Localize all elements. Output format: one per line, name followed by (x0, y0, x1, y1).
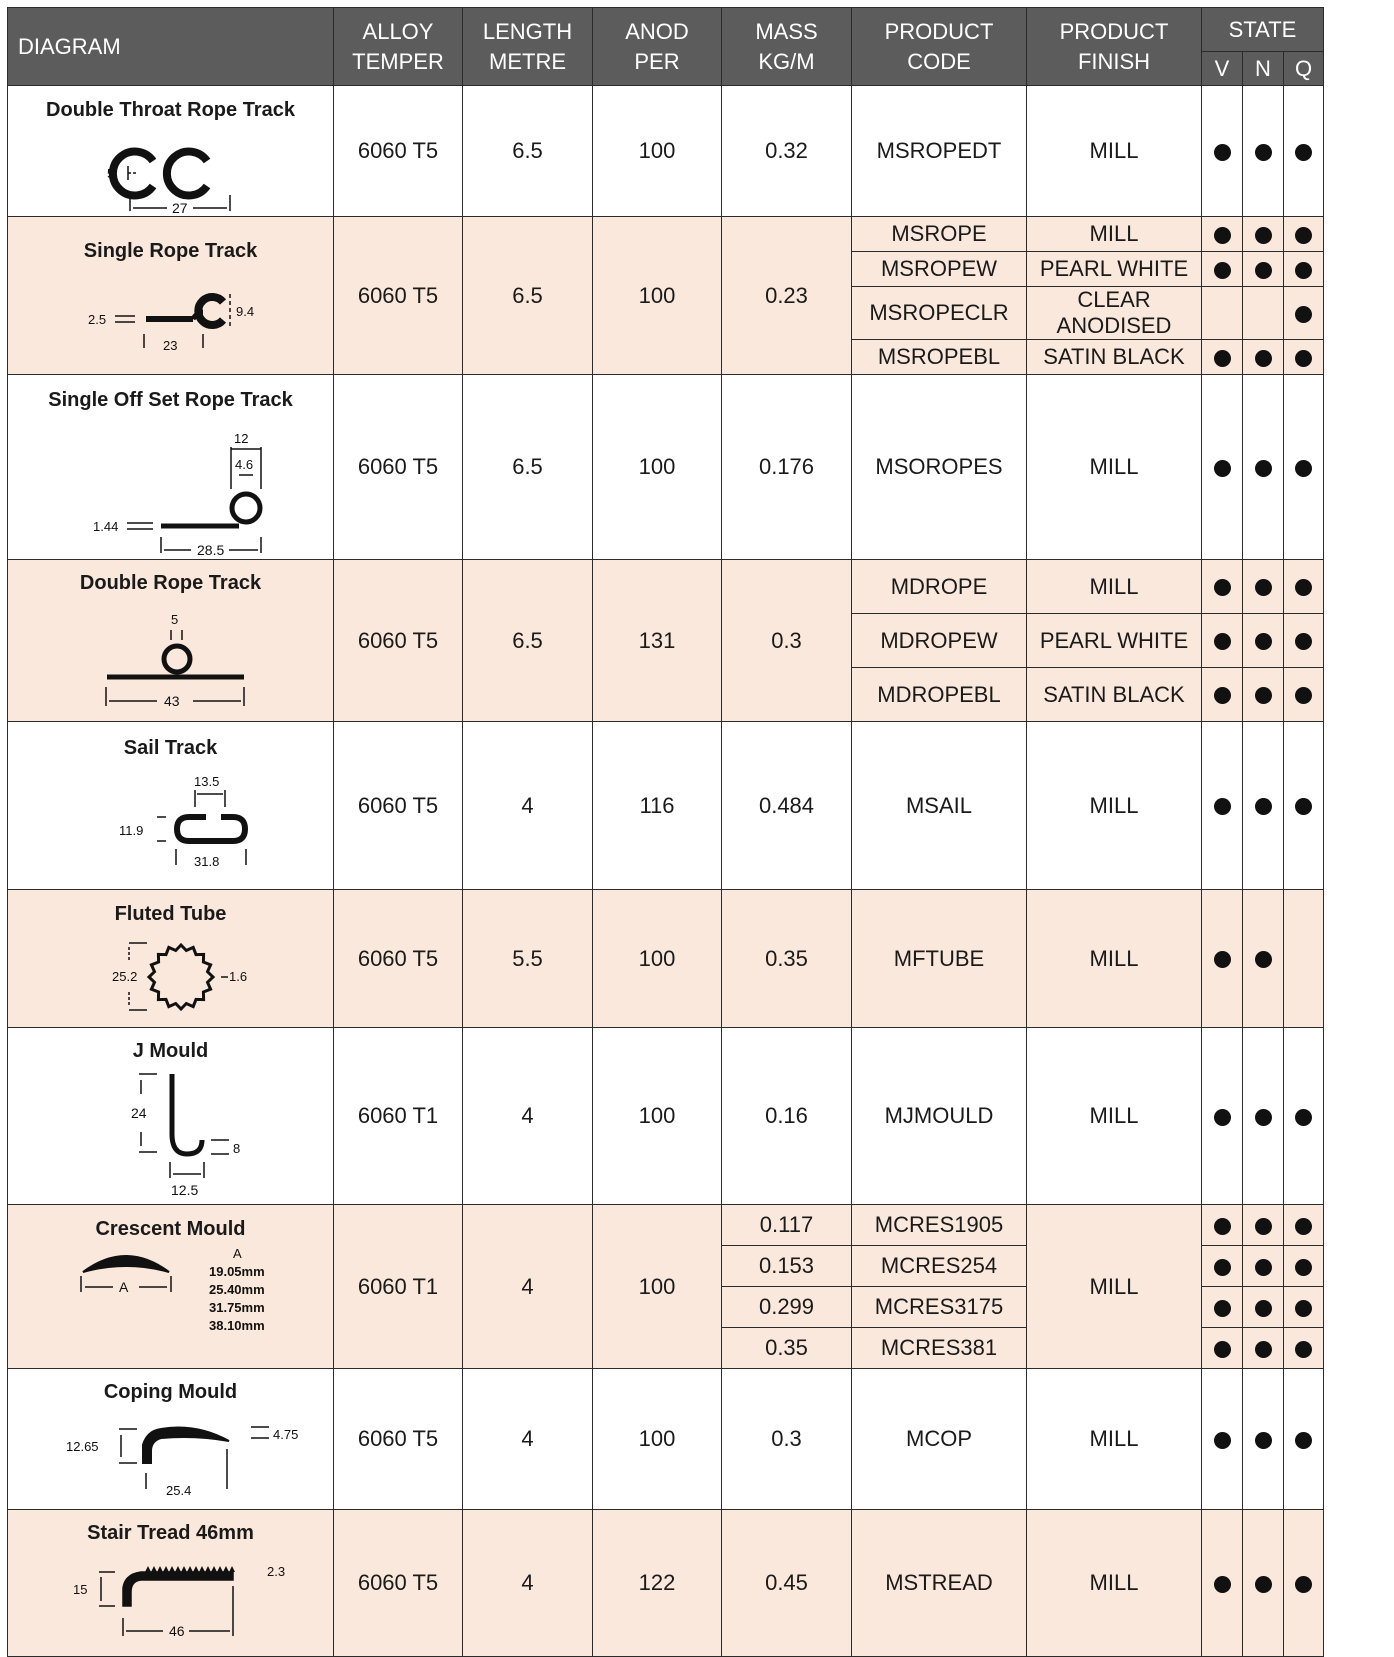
product-table (7, 7, 1324, 1657)
finish-cell: MILL (1027, 86, 1202, 217)
finish-cell: MILL (1027, 722, 1202, 890)
table-row (8, 1369, 1324, 1510)
alloy-cell: 6060 T5 (334, 1369, 463, 1510)
state-v-cell (1202, 1328, 1243, 1369)
state-q-cell (1284, 668, 1324, 722)
state-dot (1255, 798, 1272, 815)
diagram-title: Crescent Mould (95, 1218, 246, 1240)
fluted-tube-diagram (11, 925, 331, 1025)
state-v-cell (1202, 722, 1243, 890)
sail-track-diagram (11, 759, 331, 884)
finish-cell: MILL (1027, 1369, 1202, 1510)
dim-label: 1.44 (92, 518, 118, 534)
mass-cell: 0.299 (722, 1287, 852, 1328)
dim-label: A (118, 1279, 128, 1295)
length-cell: 4 (463, 1028, 593, 1205)
state-dot (1295, 227, 1312, 244)
state-q-cell (1284, 560, 1324, 614)
dim-label: 31.75mm (208, 1300, 265, 1315)
table-row (8, 86, 1324, 217)
diagram-cell (8, 217, 334, 375)
state-dot (1255, 262, 1272, 279)
state-n-cell (1243, 287, 1284, 340)
state-n-cell (1243, 375, 1284, 560)
state-q-cell (1284, 86, 1324, 217)
finish-cell: SATIN BLACK (1027, 340, 1202, 375)
state-dot (1214, 1218, 1231, 1235)
length-cell: 6.5 (463, 217, 593, 375)
alloy-cell: 6060 T5 (334, 217, 463, 375)
dim-label: 15 (72, 1582, 87, 1597)
dim-label: 4.75 (272, 1426, 298, 1442)
state-n-cell (1243, 86, 1284, 217)
state-dot (1214, 798, 1231, 815)
finish-cell: MILL (1027, 890, 1202, 1028)
dim-label: 38.10mm (208, 1318, 265, 1333)
code-cell: MSROPECLR (852, 287, 1027, 340)
state-v-cell (1202, 1287, 1243, 1328)
state-dot (1295, 1259, 1312, 1276)
table-row (8, 375, 1324, 560)
header-anod: ANOD PER (593, 8, 722, 86)
state-v-cell (1202, 1510, 1243, 1657)
state-dot (1214, 1341, 1231, 1358)
length-cell: 6.5 (463, 375, 593, 560)
code-cell: MDROPE (852, 560, 1027, 614)
code-cell: MSTREAD (852, 1510, 1027, 1657)
state-v-cell (1202, 668, 1243, 722)
dim-label: 31.8 (193, 854, 219, 869)
double-rope-track-diagram (11, 594, 331, 719)
state-dot (1295, 579, 1312, 596)
table-row (8, 1028, 1324, 1205)
dim-label: 12.5 (170, 1182, 198, 1198)
mass-cell: 0.3 (722, 560, 852, 722)
alloy-cell: 6060 T1 (334, 1028, 463, 1205)
diagram-title: Coping Mould (103, 1380, 238, 1403)
state-q-cell (1284, 217, 1324, 252)
state-dot (1214, 1576, 1231, 1593)
state-v-cell (1202, 287, 1243, 340)
diagram-title: Fluted Tube (114, 902, 227, 925)
anod-cell: 100 (593, 890, 722, 1028)
state-dot (1214, 350, 1231, 367)
code-cell: MCRES1905 (852, 1205, 1027, 1246)
header-product-finish: PRODUCT FINISH (1027, 8, 1202, 86)
diagram-cell (8, 1205, 334, 1369)
table-row (8, 722, 1324, 890)
state-v-cell (1202, 1028, 1243, 1205)
state-dot (1295, 460, 1312, 477)
alloy-cell: 6060 T5 (334, 560, 463, 722)
finish-cell: CLEAR ANODISED (1027, 287, 1202, 340)
anod-cell: 100 (593, 86, 722, 217)
code-cell: MSROPEDT (852, 86, 1027, 217)
state-dot (1255, 144, 1272, 161)
state-dot (1295, 1576, 1312, 1593)
anod-cell: 100 (593, 1205, 722, 1369)
length-cell: 6.5 (463, 560, 593, 722)
state-dot (1255, 1341, 1272, 1358)
state-dot (1295, 798, 1312, 815)
dim-label: 12.65 (65, 1438, 99, 1454)
finish-cell: MILL (1027, 560, 1202, 614)
code-cell: MCRES3175 (852, 1287, 1027, 1328)
mass-cell: 0.484 (722, 722, 852, 890)
state-dot (1255, 579, 1272, 596)
finish-cell: MILL (1027, 1028, 1202, 1205)
table-row (8, 1205, 1324, 1246)
diagram-cell (8, 890, 334, 1028)
code-cell: MSOROPES (852, 375, 1027, 560)
state-dot (1255, 1259, 1272, 1276)
length-cell: 4 (463, 722, 593, 890)
finish-cell: MILL (1027, 1510, 1202, 1657)
anod-cell: 100 (593, 1028, 722, 1205)
single-off-set-rope-track-diagram (11, 411, 331, 556)
tread-ridges (145, 1566, 235, 1572)
anod-cell: 131 (593, 560, 722, 722)
state-dot (1214, 951, 1231, 968)
code-cell: MCOP (852, 1369, 1027, 1510)
code-cell: MDROPEW (852, 614, 1027, 668)
state-v-cell (1202, 217, 1243, 252)
table-row (8, 217, 1324, 252)
alloy-cell: 6060 T5 (334, 375, 463, 560)
state-q-cell (1284, 722, 1324, 890)
alloy-cell: 6060 T5 (334, 86, 463, 217)
alloy-cell: 6060 T5 (334, 1510, 463, 1657)
diagram-title: Double Rope Track (79, 572, 262, 594)
anod-cell: 100 (593, 217, 722, 375)
dim-label: 11.9 (118, 823, 143, 838)
state-n-cell (1243, 340, 1284, 375)
diagram-title: Stair Tread 46mm (87, 1522, 254, 1544)
state-dot (1214, 1300, 1231, 1317)
state-q-cell (1284, 614, 1324, 668)
state-dot (1295, 306, 1312, 323)
dim-label: 24 (130, 1105, 147, 1121)
finish-cell: SATIN BLACK (1027, 668, 1202, 722)
diagram-title: Single Rope Track (83, 239, 258, 262)
state-v-cell (1202, 340, 1243, 375)
header-state-q: Q (1284, 52, 1324, 86)
state-dot (1214, 1109, 1231, 1126)
mass-cell: 0.45 (722, 1510, 852, 1657)
mass-cell: 0.32 (722, 86, 852, 217)
dim-label: 2.5 (87, 311, 106, 327)
state-dot (1295, 144, 1312, 161)
dim-label: 2.3 (266, 1564, 285, 1579)
diagram-cell (8, 722, 334, 890)
length-cell: 5.5 (463, 890, 593, 1028)
state-v-cell (1202, 1369, 1243, 1510)
finish-cell: MILL (1027, 375, 1202, 560)
dim-label: 43 (163, 693, 180, 709)
code-cell: MSROPE (852, 217, 1027, 252)
mass-cell: 0.176 (722, 375, 852, 560)
state-dot (1255, 1109, 1272, 1126)
header-state-n: N (1243, 52, 1284, 86)
mass-cell: 0.35 (722, 1328, 852, 1369)
header-diagram: DIAGRAM (8, 8, 334, 86)
state-dot (1214, 1259, 1231, 1276)
diagram-cell (8, 86, 334, 217)
state-n-cell (1243, 560, 1284, 614)
state-dot (1214, 262, 1231, 279)
state-q-cell (1284, 890, 1324, 1028)
state-n-cell (1243, 217, 1284, 252)
diagram-cell (8, 1510, 334, 1657)
anod-cell: 100 (593, 375, 722, 560)
state-dot (1255, 350, 1272, 367)
mass-cell: 0.153 (722, 1246, 852, 1287)
header-mass: MASS KG/M (722, 8, 852, 86)
state-dot (1214, 227, 1231, 244)
state-dot (1214, 460, 1231, 477)
diagram-title: J Mould (132, 1040, 209, 1062)
state-n-cell (1243, 252, 1284, 287)
state-dot (1255, 1218, 1272, 1235)
table-row (8, 1510, 1324, 1657)
finish-cell: PEARL WHITE (1027, 252, 1202, 287)
state-n-cell (1243, 1287, 1284, 1328)
state-dot (1295, 1109, 1312, 1126)
state-dot (1295, 633, 1312, 650)
dim-label: 5 (170, 612, 178, 627)
state-n-cell (1243, 1328, 1284, 1369)
state-dot (1295, 350, 1312, 367)
state-v-cell (1202, 560, 1243, 614)
length-cell: 4 (463, 1510, 593, 1657)
state-n-cell (1243, 722, 1284, 890)
code-cell: MSROPEW (852, 252, 1027, 287)
state-n-cell (1243, 1369, 1284, 1510)
dim-label: 8 (232, 1141, 240, 1156)
mass-cell: 0.23 (722, 217, 852, 375)
state-dot (1255, 460, 1272, 477)
code-cell: MJMOULD (852, 1028, 1027, 1205)
code-cell: MDROPEBL (852, 668, 1027, 722)
state-q-cell (1284, 1510, 1324, 1657)
dim-label: 19.05mm (208, 1264, 265, 1279)
header-state: STATE (1202, 8, 1324, 52)
state-dot (1295, 1341, 1312, 1358)
dim-label: 27 (171, 200, 188, 213)
header-length: LENGTH METRE (463, 8, 593, 86)
alloy-cell: 6060 T1 (334, 1205, 463, 1369)
state-dot (1255, 687, 1272, 704)
state-dot (1295, 1432, 1312, 1449)
double-throat-rope-track-diagram (11, 121, 331, 213)
code-cell: MCRES254 (852, 1246, 1027, 1287)
code-cell: MFTUBE (852, 890, 1027, 1028)
j-mould-diagram (11, 1062, 331, 1202)
finish-cell: MILL (1027, 217, 1202, 252)
dim-label: 4.6 (234, 456, 253, 472)
dim-label: 13.5 (193, 774, 219, 789)
state-v-cell (1202, 614, 1243, 668)
header-product-code: PRODUCT CODE (852, 8, 1027, 86)
state-v-cell (1202, 375, 1243, 560)
diagram-title: Sail Track (123, 737, 218, 759)
coping-mould-diagram (11, 1403, 331, 1508)
state-n-cell (1243, 1246, 1284, 1287)
state-dot (1295, 1300, 1312, 1317)
mass-cell: 0.117 (722, 1205, 852, 1246)
dim-label: 25.40mm (208, 1282, 265, 1297)
state-q-cell (1284, 1205, 1324, 1246)
diagram-cell (8, 560, 334, 722)
state-n-cell (1243, 614, 1284, 668)
state-dot (1214, 144, 1231, 161)
state-dot (1295, 1218, 1312, 1235)
dim-label: 5 (106, 166, 114, 181)
alloy-cell: 6060 T5 (334, 890, 463, 1028)
state-q-cell (1284, 375, 1324, 560)
dim-label: A (232, 1246, 242, 1261)
state-dot (1255, 1300, 1272, 1317)
mass-cell: 0.16 (722, 1028, 852, 1205)
dim-label: 1.6 (228, 968, 247, 984)
length-cell: 4 (463, 1369, 593, 1510)
diagram-title: Double Throat Rope Track (46, 99, 295, 121)
dim-label: 28.5 (196, 541, 224, 556)
state-v-cell (1202, 1205, 1243, 1246)
stair-tread-diagram (11, 1544, 331, 1654)
header-state-v: V (1202, 52, 1243, 86)
state-n-cell (1243, 1510, 1284, 1657)
crescent-mould-diagram (11, 1240, 331, 1365)
length-cell: 4 (463, 1205, 593, 1369)
mass-cell: 0.35 (722, 890, 852, 1028)
dim-label: 12 (233, 430, 248, 446)
state-dot (1255, 951, 1272, 968)
state-dot (1255, 227, 1272, 244)
diagram-cell (8, 1369, 334, 1510)
dim-label: 9.4 (235, 303, 254, 319)
diagram-cell (8, 1028, 334, 1205)
anod-cell: 122 (593, 1510, 722, 1657)
state-n-cell (1243, 890, 1284, 1028)
state-dot (1214, 687, 1231, 704)
length-cell: 6.5 (463, 86, 593, 217)
finish-cell: MILL (1027, 1205, 1202, 1369)
code-cell: MSROPEBL (852, 340, 1027, 375)
dim-label: 46 (168, 1623, 185, 1639)
finish-cell: PEARL WHITE (1027, 614, 1202, 668)
state-v-cell (1202, 890, 1243, 1028)
fluted-tube-outline (149, 945, 213, 1009)
single-rope-track-diagram (11, 262, 331, 362)
mass-cell: 0.3 (722, 1369, 852, 1510)
anod-cell: 116 (593, 722, 722, 890)
state-n-cell (1243, 668, 1284, 722)
state-n-cell (1243, 1028, 1284, 1205)
state-q-cell (1284, 340, 1324, 375)
state-q-cell (1284, 1287, 1324, 1328)
state-v-cell (1202, 1246, 1243, 1287)
state-n-cell (1243, 1205, 1284, 1246)
diagram-cell (8, 375, 334, 560)
state-dot (1255, 633, 1272, 650)
state-dot (1214, 579, 1231, 596)
state-q-cell (1284, 252, 1324, 287)
state-dot (1214, 633, 1231, 650)
state-q-cell (1284, 1328, 1324, 1369)
state-v-cell (1202, 86, 1243, 217)
dim-label: 25.2 (111, 968, 137, 984)
state-q-cell (1284, 1369, 1324, 1510)
code-cell: MSAIL (852, 722, 1027, 890)
state-q-cell (1284, 1028, 1324, 1205)
state-v-cell (1202, 252, 1243, 287)
alloy-cell: 6060 T5 (334, 722, 463, 890)
state-dot (1214, 1432, 1231, 1449)
diagram-title: Single Off Set Rope Track (48, 388, 293, 411)
table-row (8, 890, 1324, 1028)
table-row (8, 560, 1324, 614)
state-dot (1295, 262, 1312, 279)
dim-label: 23 (162, 337, 177, 353)
header-alloy-temper: ALLOY TEMPER (334, 8, 463, 86)
state-q-cell (1284, 1246, 1324, 1287)
state-q-cell (1284, 287, 1324, 340)
dim-label: 25.4 (165, 1482, 191, 1498)
code-cell: MCRES381 (852, 1328, 1027, 1369)
state-dot (1255, 1432, 1272, 1449)
state-dot (1255, 1576, 1272, 1593)
anod-cell: 100 (593, 1369, 722, 1510)
state-dot (1295, 687, 1312, 704)
